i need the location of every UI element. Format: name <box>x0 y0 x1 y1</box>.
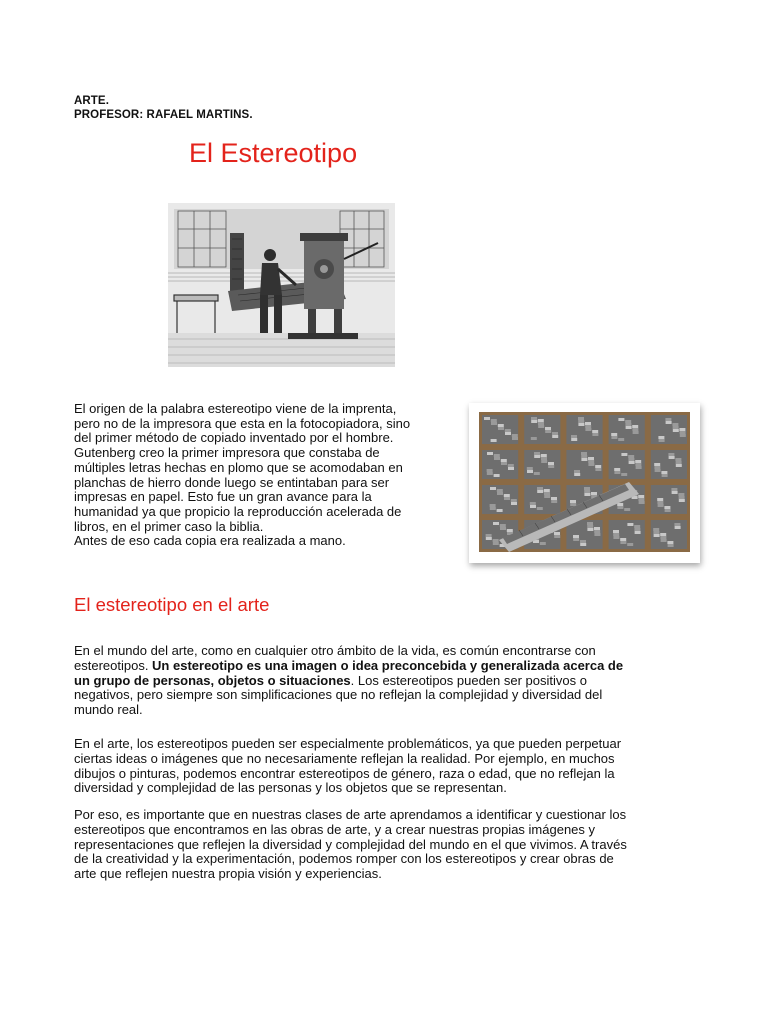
document-header <box>74 94 253 122</box>
text-line: Gutenberg creo la primer impresora que constaba de <box>74 445 380 461</box>
text-line: dibujos o pinturas, podemos encontrar estereotipos de género, raza o edad, que no reflejan la <box>74 765 615 781</box>
definition-bold: un grupo de personas, objetos o situaciones <box>74 672 351 688</box>
movable-type-photo-frame <box>469 403 700 563</box>
text-line: pero no de la impresora que esta en la fotocopiadora, sino <box>74 415 411 431</box>
text-line: Antes de eso cada copia era realizada a mano. <box>74 533 346 549</box>
movable-type-image <box>479 412 690 552</box>
text-line: libros, en el primer caso la biblia. <box>74 518 264 534</box>
text-line: negativos, pero siempre son simplificaciones que no reflejan la complejidad y diversidad del <box>74 687 603 703</box>
paragraph-3 <box>74 808 694 882</box>
text-line: múltiples letras hechas en plomo que se acomodaban en <box>74 459 403 475</box>
printing-press-image <box>168 203 395 367</box>
text-line <box>74 659 694 674</box>
text-line <box>74 674 694 689</box>
text-line: del primer método de copiado inventado por el hombre. <box>74 430 394 446</box>
text-line: impresas en papel. Esto fue un gran avance para la <box>74 489 372 505</box>
text-line: Por eso, es importante que en nuestras clases de arte aprendamos a identificar y cuestionar los <box>74 807 627 822</box>
teacher-label: PROFESOR: RAFAEL MARTINS. <box>74 109 253 121</box>
text-run: estereotipos. <box>74 657 153 673</box>
text-line: representaciones que reflejen la diversidad y complejidad del mundo en el que vivimos. A través <box>74 836 627 852</box>
definition-bold: Un estereotipo es una imagen o idea preconcebida y generalizada acerca de <box>152 657 624 673</box>
text-line: En el arte, los estereotipos pueden ser especialmente problemáticos, ya que pueden perpetuar <box>74 736 622 751</box>
text-line: de la creatividad y la experimentación, podemos romper con los estereotipos y crear obras de <box>74 851 614 867</box>
paragraph-1 <box>74 644 694 718</box>
section-heading: El estereotipo en el arte <box>74 594 270 615</box>
text-line: diversidad y complejidad de las personas y los objetos que se representan. <box>74 780 507 796</box>
text-line: estereotipos que encontramos en las obras de arte, y a crear nuestras propias imágenes y <box>74 821 596 837</box>
subject-label: ARTE. <box>74 95 109 107</box>
text-line: ciertas ideas o imágenes que no necesariamente reflejan la realidad. Por ejemplo, en muchos <box>74 750 615 766</box>
paragraph-2 <box>74 737 694 796</box>
text-line: humanidad ya que propicio la reproducción acelerada de <box>74 503 402 519</box>
text-line: planchas de hierro donde luego se entintaban para ser <box>74 474 390 490</box>
text-run: . Los estereotipos pueden ser positivos o <box>350 672 587 688</box>
page-title: El Estereotipo <box>189 138 358 168</box>
text-line: mundo real. <box>74 702 143 718</box>
text-line: En el mundo del arte, como en cualquier otro ámbito de la vida, es común encontrarse con <box>74 643 596 658</box>
text-line: arte que reflejen nuestra propia visión y experiencias. <box>74 866 382 882</box>
text-line: El origen de la palabra estereotipo viene de la imprenta, <box>74 401 397 416</box>
intro-paragraph <box>74 402 444 549</box>
